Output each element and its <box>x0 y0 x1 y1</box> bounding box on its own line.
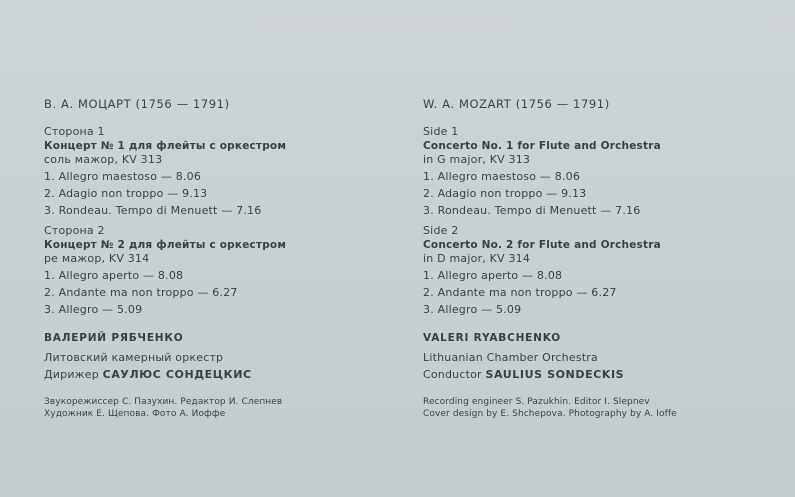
composer-heading: В. А. МОЦАРТ (1756 — 1791) <box>44 97 230 111</box>
side-2-track-1: 1. Allegro aperto — 8.08 <box>423 269 563 282</box>
soloist-name: VALERI RYABCHENKO <box>423 332 561 344</box>
side-2-label: Side 2 <box>423 224 459 237</box>
side-2-work-title: Concerto No. 2 for Flute and Orchestra <box>423 239 661 251</box>
side-2-track-3: 3. Allegro — 5.09 <box>423 303 522 316</box>
side-1-work-title: Концерт № 1 для флейты с оркестром <box>44 140 287 152</box>
conductor-name: SAULIUS SONDECKIS <box>485 368 625 381</box>
conductor-line <box>423 368 783 382</box>
conductor-line <box>44 368 404 382</box>
credit-line-2: Cover design by E. Shchepova. Photography by A. Ioffe <box>423 409 677 419</box>
orchestra-name: Литовский камерный оркестр <box>44 351 224 364</box>
side-1-key: соль мажор, KV 313 <box>44 153 163 166</box>
russian-column <box>44 97 404 420</box>
side-2-key: ре мажор, KV 314 <box>44 252 150 265</box>
side-1-track-1: 1. Allegro maestoso — 8.06 <box>423 170 581 183</box>
side-2-work-title: Концерт № 2 для флейты с оркестром <box>44 239 287 251</box>
side-1-work-title: Concerto No. 1 for Flute and Orchestra <box>423 140 661 152</box>
composer-heading: W. A. MOZART (1756 — 1791) <box>423 97 610 111</box>
side-1-track-2: 2. Adagio non troppo — 9.13 <box>44 187 208 200</box>
conductor-label: Дирижер <box>44 368 99 381</box>
credit-line-2: Художник Е. Щепова. Фото А. Иоффе <box>44 409 226 419</box>
english-column <box>423 97 783 420</box>
soloist-name: ВАЛЕРИЙ РЯБЧЕНКО <box>44 332 184 344</box>
side-1-label: Сторона 1 <box>44 125 105 138</box>
orchestra-name: Lithuanian Chamber Orchestra <box>423 351 598 364</box>
conductor-label: Conductor <box>423 368 482 381</box>
side-1-track-3: 3. Rondeau. Tempo di Menuett — 7.16 <box>423 204 641 217</box>
side-1-track-3: 3. Rondeau. Tempo di Menuett — 7.16 <box>44 204 262 217</box>
side-1-label: Side 1 <box>423 125 459 138</box>
side-2-track-2: 2. Andante ma non troppo — 6.27 <box>44 286 238 299</box>
side-1-key: in G major, KV 313 <box>423 153 531 166</box>
side-2-track-2: 2. Andante ma non troppo — 6.27 <box>423 286 617 299</box>
side-2-track-1: 1. Allegro aperto — 8.08 <box>44 269 184 282</box>
side-2-label: Сторона 2 <box>44 224 105 237</box>
side-2-track-3: 3. Allegro — 5.09 <box>44 303 143 316</box>
side-1-track-1: 1. Allegro maestoso — 8.06 <box>44 170 202 183</box>
conductor-name: САУЛЮС СОНДЕЦКИС <box>102 368 252 381</box>
credit-line-1: Звукорежиссер С. Пазухин. Редактор И. Слепнев <box>44 397 283 407</box>
side-1-track-2: 2. Adagio non troppo — 9.13 <box>423 187 587 200</box>
side-2-key: in D major, KV 314 <box>423 252 531 265</box>
credit-line-1: Recording engineer S. Pazukhin. Editor I. Slepnev <box>423 397 650 407</box>
